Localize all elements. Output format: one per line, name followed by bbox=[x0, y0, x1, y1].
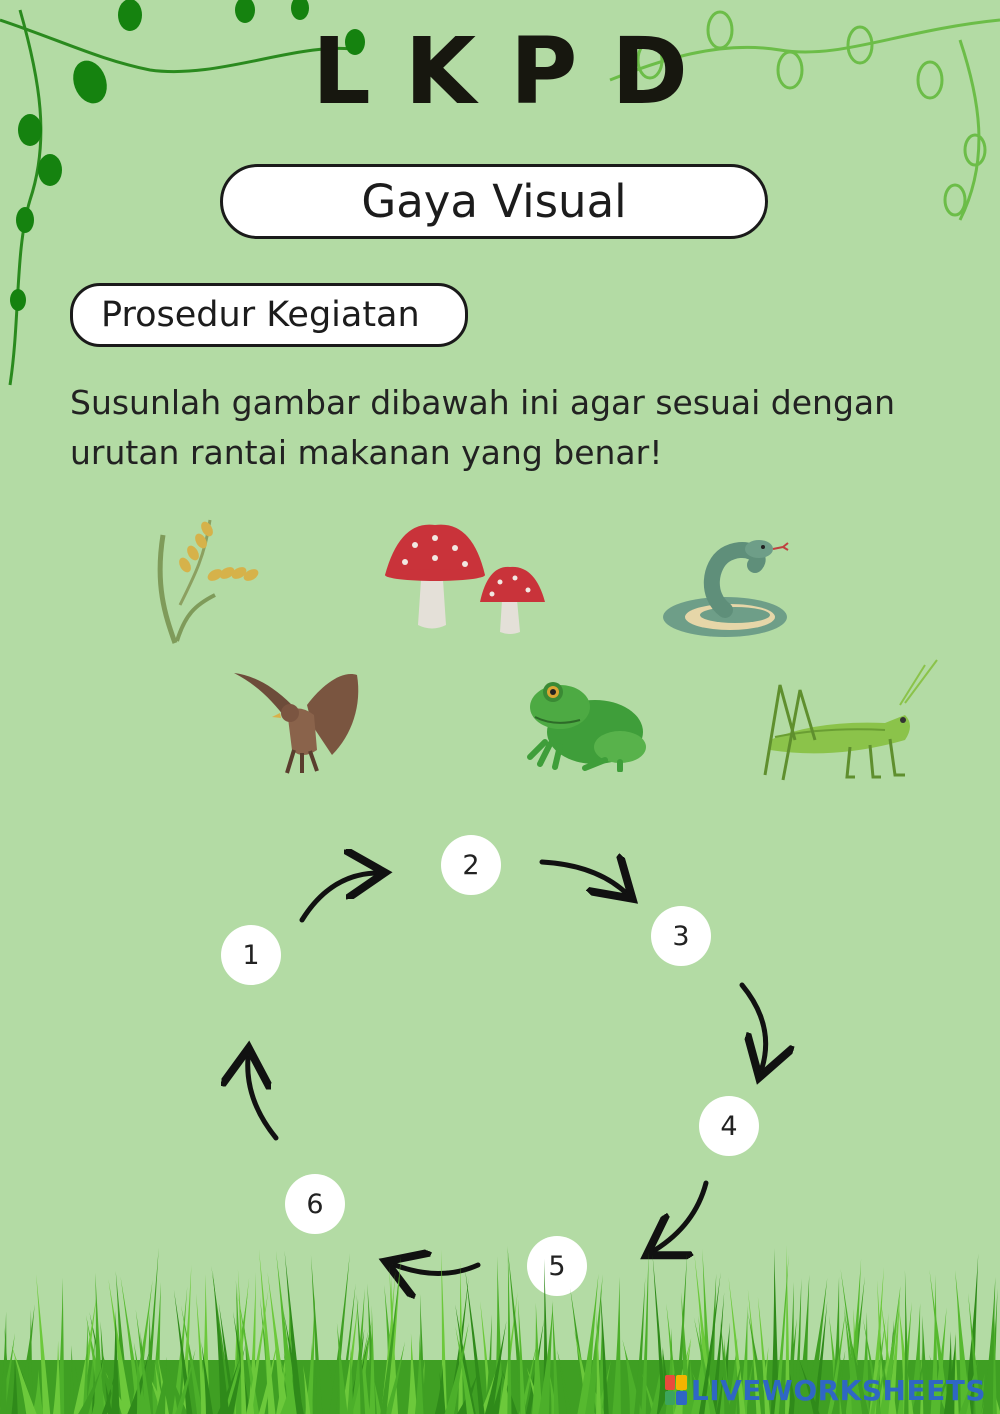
eagle-icon[interactable] bbox=[232, 665, 367, 775]
drop-slot-1[interactable]: 1 bbox=[221, 925, 281, 985]
arrow-2-3 bbox=[542, 862, 625, 892]
mushroom-icon[interactable] bbox=[380, 520, 550, 635]
frog-icon[interactable] bbox=[525, 672, 650, 772]
liveworksheets-logo bbox=[665, 1372, 986, 1408]
drop-slot-5[interactable]: 5 bbox=[527, 1236, 587, 1296]
page-title: LKPD bbox=[312, 18, 722, 125]
section-label: Prosedur Kegiatan bbox=[101, 295, 420, 335]
rice-plant-icon[interactable] bbox=[145, 515, 265, 645]
drop-slot-2[interactable]: 2 bbox=[441, 835, 501, 895]
section-pill bbox=[70, 283, 468, 347]
arrow-1-2 bbox=[302, 873, 375, 920]
arrow-3-4 bbox=[742, 985, 766, 1068]
arrow-6-1 bbox=[248, 1058, 276, 1138]
drop-slot-3[interactable]: 3 bbox=[651, 906, 711, 966]
liveworksheets-badge-icon bbox=[665, 1375, 687, 1405]
subtitle-pill bbox=[220, 164, 768, 239]
subtitle-label: Gaya Visual bbox=[361, 175, 627, 228]
drop-slot-4[interactable]: 4 bbox=[699, 1096, 759, 1156]
instruction-text: Susunlah gambar dibawah ini agar sesuai dengan urutan rantai makanan yang benar! bbox=[70, 383, 896, 472]
drop-slot-6[interactable]: 6 bbox=[285, 1174, 345, 1234]
brand-label: LIVEWORKSHEETS bbox=[690, 1373, 986, 1407]
grasshopper-icon[interactable] bbox=[755, 655, 940, 785]
snake-icon[interactable] bbox=[655, 535, 800, 645]
